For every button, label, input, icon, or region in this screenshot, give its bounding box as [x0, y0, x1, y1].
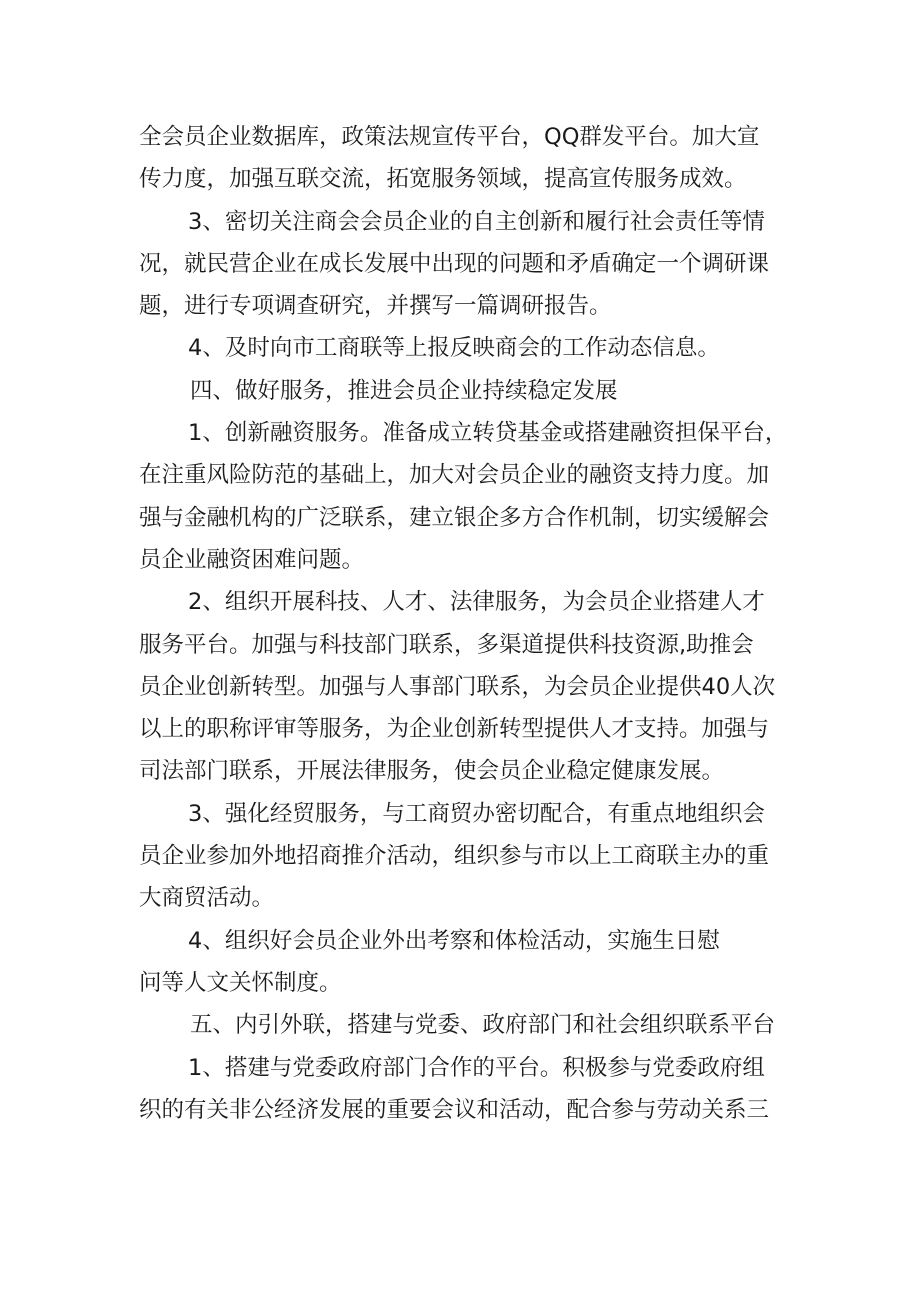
body-line: 在注重风险防范的基础上，加大对会员企业的融资支持力度。加	[139, 462, 770, 489]
body-line: 司法部门联系，开展法律服务，使会员企业稳定健康发展。	[139, 758, 725, 785]
body-line: 问等人文关怀制度。	[139, 969, 342, 996]
body-line: 题，进行专项调查研究，并撰写一篇调研报告。	[139, 293, 612, 320]
section-heading: 四、做好服务，推进会员企业持续稳定发展	[190, 377, 618, 404]
body-line: 织的有关非公经济发展的重要会议和活动，配合参与劳动关系三	[139, 1096, 770, 1123]
body-line: 以上的职称评审等服务，为企业创新转型提供人才支持。加强与	[139, 716, 770, 743]
body-line: 员企业创新转型。加强与人事部门联系，为会员企业提供40人次	[139, 673, 776, 700]
paragraph-start-line: 1、搭建与党委政府部门合作的平台。积极参与党委政府组	[188, 1054, 765, 1081]
body-line: 强与金融机构的广泛联系，建立银企多方合作机制，切实缓解会	[139, 504, 770, 531]
paragraph-start-line: 3、密切关注商会会员企业的自主创新和履行社会责任等情	[188, 208, 765, 235]
body-line: 员企业融资困难问题。	[139, 546, 365, 573]
body-line: 大商贸活动。	[139, 885, 275, 912]
document-body	[139, 116, 799, 1131]
paragraph-start-line: 2、组织开展科技、人才、法律服务，为会员企业搭建人才	[188, 589, 765, 616]
body-line: 全会员企业数据库，政策法规宣传平台，QQ群发平台。加大宣	[139, 124, 760, 150]
body-line: 服务平台。加强与科技部门联系，多渠道提供科技资源,助推会	[139, 631, 754, 658]
paragraph-start-line: 1、创新融资服务。准备成立转贷基金或搭建融资担保平台，	[188, 420, 788, 447]
section-heading: 五、内引外联，搭建与党委、政府部门和社会组织联系平台	[190, 1012, 776, 1039]
paragraph-start-line: 3、强化经贸服务，与工商贸办密切配合，有重点地组织会	[188, 800, 765, 827]
body-line: 员企业参加外地招商推介活动，组织参与市以上工商联主办的重	[139, 843, 770, 870]
body-line: 况，就民营企业在成长发展中出现的问题和矛盾确定一个调研课	[139, 250, 770, 277]
paragraph-start-line: 4、及时向市工商联等上报反映商会的工作动态信息。	[188, 335, 720, 362]
paragraph-start-line: 4、组织好会员企业外出考察和体检活动，实施生日慰	[188, 927, 720, 954]
body-line: 传力度，加强互联交流，拓宽服务领域，提高宣传服务成效。	[139, 166, 747, 193]
